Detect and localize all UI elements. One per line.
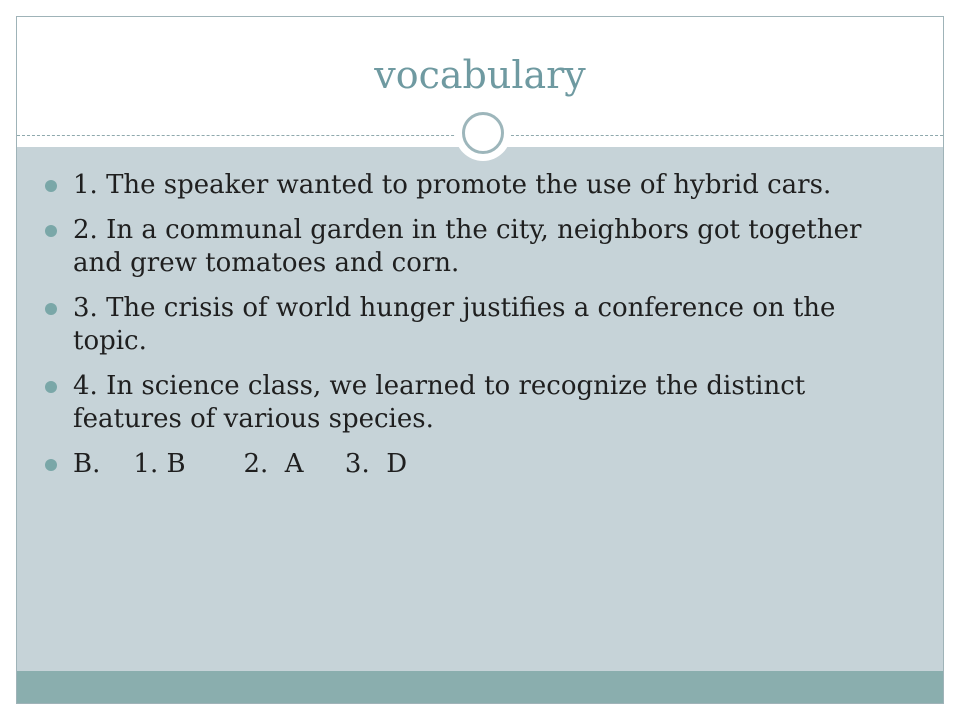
bullet-item <box>45 448 915 481</box>
bullet-text: B. 1. B 2. A 3. D <box>73 449 408 479</box>
divider-ornament <box>455 105 511 161</box>
circle-ring-icon <box>462 112 504 154</box>
bullet-list <box>45 169 915 493</box>
bullet-text: 2. In a communal garden in the city, neighbors got together and grew tomatoes and corn. <box>73 215 862 278</box>
slide <box>16 16 944 704</box>
bullet-dot-icon <box>45 381 57 393</box>
bullet-item <box>45 292 915 358</box>
bullet-text: 4. In science class, we learned to recognize the distinct features of various species. <box>73 371 806 434</box>
bullet-item <box>45 370 915 436</box>
bullet-text: 1. The speaker wanted to promote the use of hybrid cars. <box>73 170 832 200</box>
bullet-dot-icon <box>45 459 57 471</box>
footer-band <box>17 671 943 704</box>
bullet-dot-icon <box>45 225 57 237</box>
slide-title: vocabulary <box>374 53 586 97</box>
bullet-text: 3. The crisis of world hunger justifies a conference on the topic. <box>73 293 836 356</box>
bullet-dot-icon <box>45 303 57 315</box>
bullet-item <box>45 214 915 280</box>
bullet-dot-icon <box>45 180 57 192</box>
bullet-item <box>45 169 915 202</box>
